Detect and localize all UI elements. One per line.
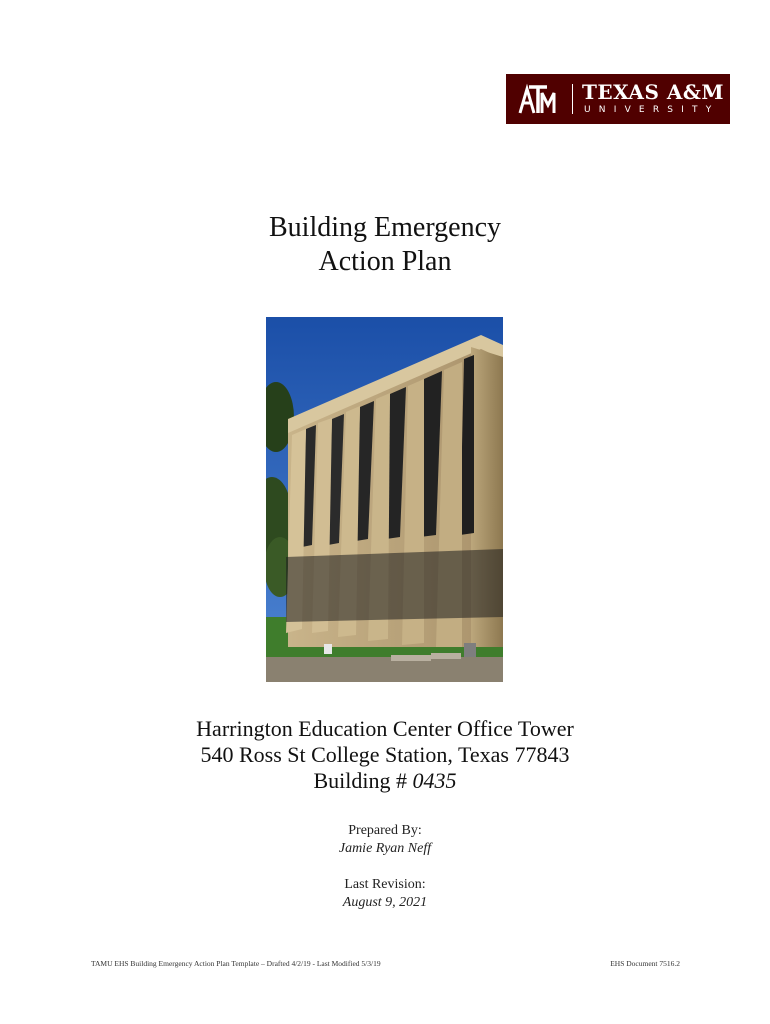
atm-logo-mark-icon [518, 83, 558, 115]
footer-template-note: TAMU EHS Building Emergency Action Plan Template – Drafted 4/2/19 - Last Modified 5/3/19 [91, 959, 381, 968]
building-name: Harrington Education Center Office Tower [196, 716, 574, 741]
title-line-1: Building Emergency [269, 212, 501, 243]
footer-document-number: EHS Document 7516.2 [610, 959, 680, 968]
document-title [0, 211, 770, 279]
last-revision-date: August 9, 2021 [342, 895, 428, 910]
prepared-by-label: Prepared By: [348, 823, 422, 838]
prepared-by-name: Jamie Ryan Neff [338, 841, 432, 856]
logo-name: TEXAS A&M [582, 80, 725, 104]
last-revision-label: Last Revision: [344, 877, 426, 892]
building-number-line [0, 768, 770, 794]
title-line-2: Action Plan [318, 246, 452, 277]
building-address: 540 Ross St College Station, Texas 77843 [200, 742, 570, 767]
building-number: 0435 [412, 768, 457, 793]
logo-divider [572, 84, 573, 114]
building-number-label: Building # [313, 768, 407, 793]
building-photo [266, 317, 503, 682]
logo-subtitle: UNIVERSITY [584, 105, 720, 115]
building-info [0, 716, 770, 794]
building-photo-icon [266, 317, 503, 682]
last-revision-block [0, 876, 770, 912]
prepared-by-block [0, 822, 770, 858]
tamu-logo [506, 74, 730, 124]
